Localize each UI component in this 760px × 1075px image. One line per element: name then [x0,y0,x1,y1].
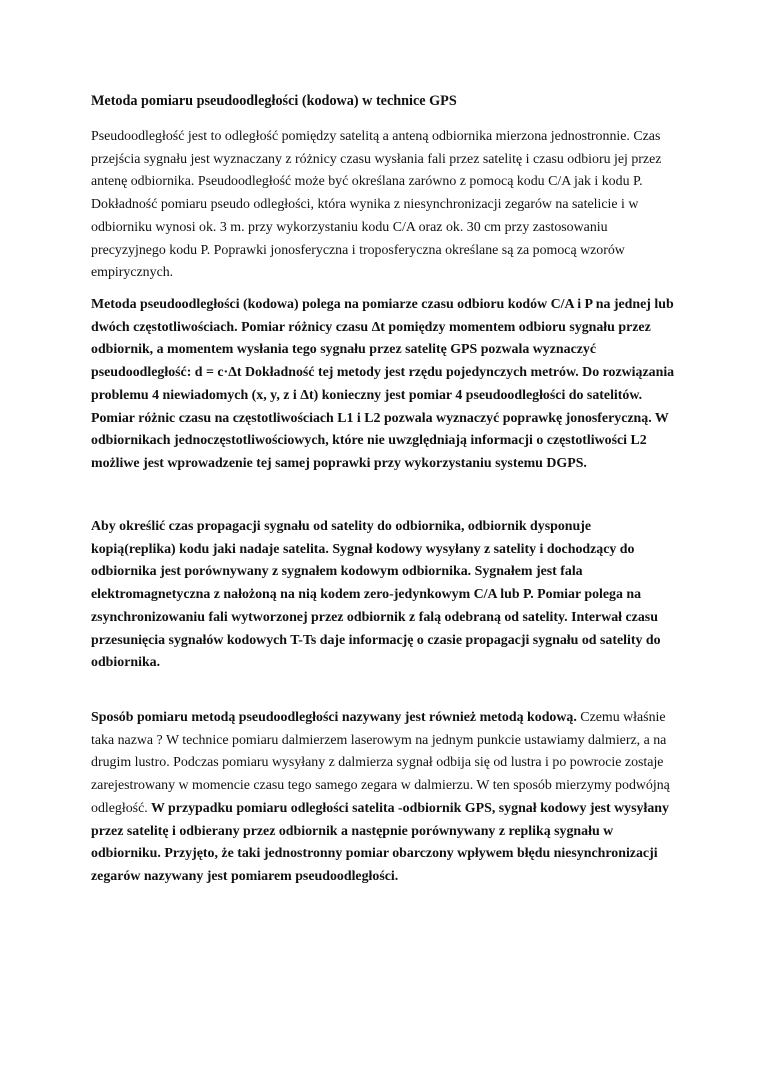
paragraph-method-name-bold-start: Sposób pomiaru metodą pseudoodległości nazywany jest również metodą kodową. [91,710,577,725]
paragraph-code-method: Metoda pseudoodległości (kodowa) polega na pomiarze czasu odbioru kodów C/A i P na jednej lub dwóch częstotliwościach. Pomiar różnicy czasu Δt pomiędzy momentem odbioru sygnału przez odbiornik, a momentem wysłania tego sygnału przez satelitę GPS pozwala wyznaczyć pseudoodległość: d = c·Δt Dokładność tej metody jest rzędu pojedynczych metrów. Do rozwiązania problemu 4 niewiadomych (x, y, z i Δt) konieczny jest pomiar 4 pseudoodległości do satelitów. Pomiar różnic czasu na częstotliwościach L1 i L2 pozwala wyznaczyć poprawkę jonosferyczną. W odbiornikach jednoczęstotliwościowych, które nie uwzględniają informacji o częstotliwości L2 możliwe jest wprowadzenie tej samej poprawki przy wykorzystaniu systemu DGPS. [91,297,675,471]
paragraph-method-name-normal: Czemu właśnie taka nazwa ? W technice pomiaru dalmierzem laserowym na jednym punkcie ustawiamy dalmierz, a na drugim lustro. Podczas pomiaru wysyłany z dalmierza sygnał odbija się od lustra i po powrocie zostaje zarejestrowany w momencie czasu tego samego zegara w dalmierzu. W ten sposób mierzymy podwójną odległość. [91,710,670,816]
paragraph-method-name-bold-end: W przypadku pomiaru odległości satelita -odbiornik GPS, sygnał kodowy jest wysyłany przez satelitę i odbierany przez odbiornik a następnie porównywany z repliką sygnału w odbiorniku. Przyjęto, że taki jednostronny pomiar obarczony wpływem błędu niesynchronizacji zegarów nazywany jest pomiarem pseudoodległości. [91,800,669,884]
document-title: Metoda pomiaru pseudoodległości (kodowa) w technice GPS [91,93,457,109]
paragraph-definition: Pseudoodległość jest to odległość pomiędzy satelitą a anteną odbiornika mierzona jednostronnie. Czas przejścia sygnału jest wyznaczany z różnicy czasu wysłania fali przez satelitę i czasu odbioru jej przez antenę odbiornika. Pseudoodległość może być określana zarówno z pomocą kodu C/A jak i kodu P. Dokładność pomiaru pseudo odległości, która wynika z niesynchronizacji zegarów na satelicie i w odbiorniku wynosi ok. 3 m. przy wykorzystaniu kodu C/A oraz ok. 30 cm przy zastosowaniu precyzyjnego kodu P. Poprawki jonosferyczna i troposferyczna określane są za pomocą wzorów empirycznych. [91,129,662,281]
paragraph-method-name [91,707,676,889]
paragraph-signal-propagation: Aby określić czas propagacji sygnału od satelity do odbiornika, odbiornik dysponuje kopią(replika) kodu jaki nadaje satelita. Sygnał kodowy wysyłany z satelity i dochodzący do odbiornika jest porównywany z sygnałem kodowym odbiornika. Sygnałem jest fala elektromagnetyczna z nałożoną na nią kodem zero-jedynkowym C/A lub P. Pomiar polega na zsynchronizowaniu fali wytworzonej przez odbiornik z falą odebraną od satelity. Interwał czasu przesunięcia sygnałów kodowych T-Ts daje informację o czasie propagacji sygnału od satelity do odbiornika. [91,519,661,671]
